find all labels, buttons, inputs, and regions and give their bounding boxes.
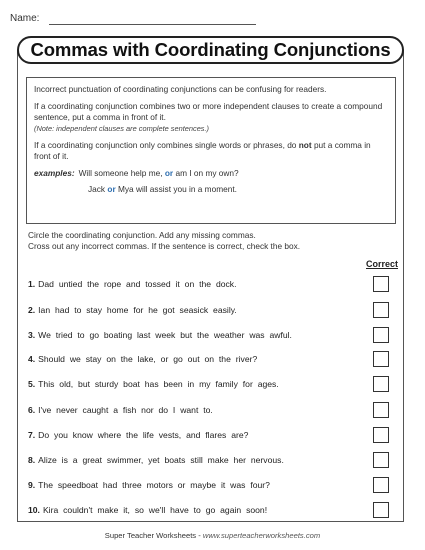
correct-checkbox[interactable] bbox=[373, 402, 389, 418]
correct-checkbox[interactable] bbox=[373, 376, 389, 392]
name-label: Name: bbox=[10, 13, 40, 24]
note-text: (Note: independent clauses are complete sentences.) bbox=[34, 124, 210, 133]
correct-checkbox[interactable] bbox=[373, 302, 389, 318]
question-item: 2. Ian had to stay home for he got seasick easily. bbox=[28, 305, 237, 315]
rules-box bbox=[26, 77, 396, 224]
question-item: 4. Should we stay on the lake, or go out on the river? bbox=[28, 354, 258, 364]
correct-checkbox[interactable] bbox=[373, 452, 389, 468]
correct-checkbox[interactable] bbox=[373, 502, 389, 518]
question-item: 9. The speedboat had three motors or maybe it was four? bbox=[28, 480, 270, 490]
rule-intro: Incorrect punctuation of coordinating conjunctions can be confusing for readers. bbox=[34, 84, 327, 94]
example-conjunction: or bbox=[107, 184, 116, 194]
rule-single-words: If a coordinating conjunction only combines single words or phrases, do not put a comma in front of it. bbox=[34, 140, 371, 161]
question-item: 3. We tried to go boating last week but the weather was awful. bbox=[28, 330, 292, 340]
instructions bbox=[28, 230, 398, 252]
question-item: 6. I've never caught a fish nor do I want to. bbox=[28, 405, 213, 415]
correct-checkbox[interactable] bbox=[373, 276, 389, 292]
example-1: examples: Will someone help me, or am I on my own? bbox=[34, 168, 239, 178]
correct-checkbox[interactable] bbox=[373, 327, 389, 343]
question-item: 7. Do you know where the life vests, and flares are? bbox=[28, 430, 249, 440]
correct-checkbox[interactable] bbox=[373, 427, 389, 443]
title-banner bbox=[17, 36, 404, 64]
question-item: 10. Kira couldn't make it, so we'll have to go again soon! bbox=[28, 505, 268, 515]
examples-label: examples: bbox=[34, 168, 75, 178]
rule-independent-clauses: If a coordinating conjunction combines two or more independent clauses to create a compound sentence, put a comma in front of it. (Note: independent clauses are complete sentences.) bbox=[34, 101, 383, 133]
correct-checkbox[interactable] bbox=[373, 351, 389, 367]
footer-brand: Super Teacher Worksheets bbox=[104, 531, 197, 540]
question-item: 5. This old, but sturdy boat has been in my family for ages. bbox=[28, 379, 279, 389]
footer-url[interactable]: www.superteacherworksheets.com bbox=[202, 531, 321, 540]
footer: Super Teacher Worksheets - www.superteacherworksheets.com bbox=[104, 531, 321, 540]
instruction-line-1: Circle the coordinating conjunction. Add any missing commas. bbox=[28, 230, 256, 240]
question-item: 8. Alize is a great swimmer, yet boats still make her nervous. bbox=[28, 455, 284, 465]
name-line[interactable] bbox=[49, 24, 256, 25]
correct-checkbox[interactable] bbox=[373, 477, 389, 493]
correct-column-header: Correct bbox=[366, 259, 399, 269]
instruction-line-2: Cross out any incorrect commas. If the sentence is correct, check the box. bbox=[28, 241, 301, 251]
page-title: Commas with Coordinating Conjunctions bbox=[30, 39, 391, 60]
example-conjunction: or bbox=[164, 168, 174, 178]
example-2: Jack or Mya will assist you in a moment. bbox=[88, 184, 237, 194]
question-item: 1. Dad untied the rope and tossed it on the dock. bbox=[28, 279, 237, 289]
